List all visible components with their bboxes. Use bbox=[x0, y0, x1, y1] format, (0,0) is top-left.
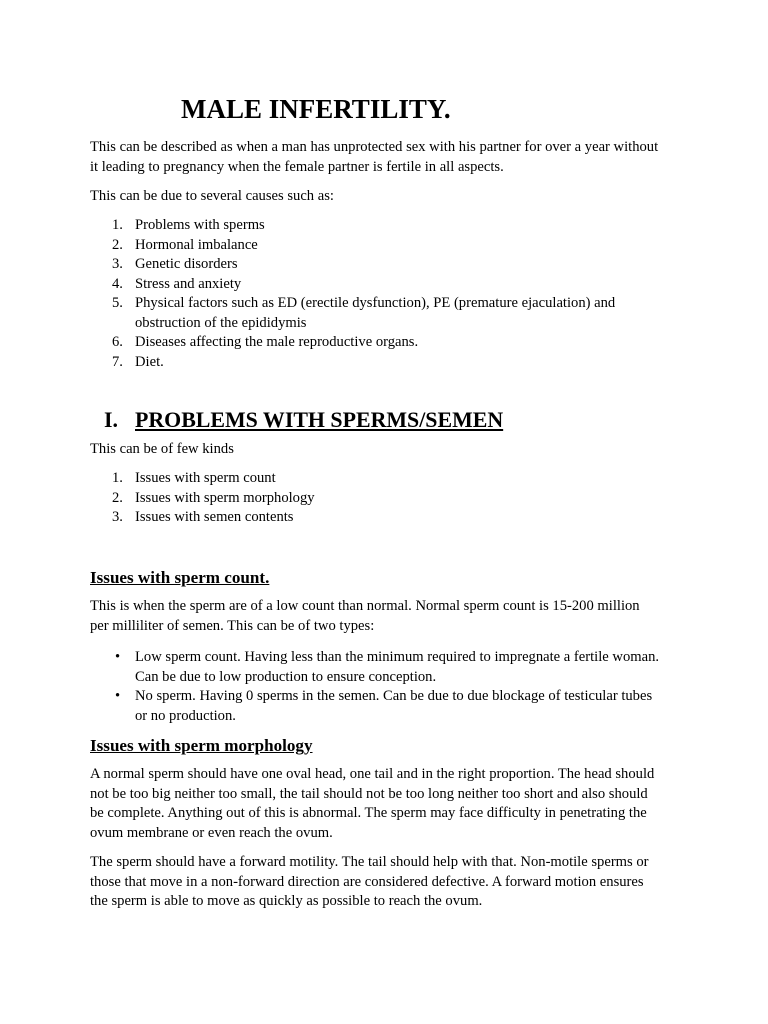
list-number: 2. bbox=[112, 236, 123, 253]
kinds-list bbox=[90, 469, 690, 528]
bullet-text: Can be due to low production to ensure conception. bbox=[135, 668, 437, 685]
list-number: 3. bbox=[112, 509, 123, 525]
list-number: 7. bbox=[112, 353, 123, 370]
paragraph-line: be complete. Anything out of this is abnormal. The sperm may face difficulty in penetrating the bbox=[90, 805, 647, 821]
list-item bbox=[90, 508, 690, 528]
list-item-text: Issues with sperm morphology bbox=[135, 489, 315, 506]
list-item bbox=[90, 489, 690, 509]
paragraph-line: per milliliter of semen. This can be of two types: bbox=[90, 617, 375, 634]
list-item-text: Physical factors such as ED (erectile dysfunction), PE (premature ejaculation) and bbox=[135, 295, 616, 311]
paragraph-line: This is when the sperm are of a low count than normal. Normal sperm count is 15-200 million bbox=[90, 598, 640, 614]
list-number: 1. bbox=[112, 470, 123, 486]
paragraph-line: those that move in a non-forward direction are considered defective. A forward motion ensures bbox=[90, 873, 644, 890]
section-title: PROBLEMS WITH SPERMS/SEMEN bbox=[135, 407, 504, 432]
paragraph-line: the sperm is able to move as quickly as possible to reach the ovum. bbox=[90, 893, 483, 909]
list-number: 4. bbox=[112, 275, 123, 292]
list-number: 1. bbox=[112, 217, 123, 233]
list-item bbox=[90, 275, 690, 295]
list-item-text: Problems with sperms bbox=[135, 217, 265, 233]
bullet-text: Low sperm count. Having less than the minimum required to impregnate a fertile woman. bbox=[135, 649, 660, 665]
paragraph-line: The sperm should have a forward motility. The tail should help with that. Non-motile sperms or bbox=[90, 854, 649, 870]
section-lead: This can be of few kinds bbox=[90, 441, 234, 457]
list-item-text: Stress and anxiety bbox=[135, 275, 242, 292]
intro-line: This can be described as when a man has unprotected sex with his partner for over a year without bbox=[90, 139, 659, 155]
list-item-text: Issues with sperm count bbox=[135, 470, 276, 486]
subsection-heading: Issues with sperm count. bbox=[90, 568, 270, 587]
list-item bbox=[90, 469, 690, 489]
list-item bbox=[90, 236, 690, 256]
list-number: 2. bbox=[112, 489, 123, 506]
list-item bbox=[90, 255, 690, 275]
sperm-count-paragraph bbox=[90, 597, 690, 636]
causes-list bbox=[90, 216, 690, 372]
section-number: I. bbox=[104, 407, 118, 432]
list-item-text: Issues with semen contents bbox=[135, 509, 294, 525]
intro-line: it leading to pregnancy when the female partner is fertile in all aspects. bbox=[90, 158, 504, 175]
document-title: MALE INFERTILITY. bbox=[181, 94, 451, 124]
list-number: 3. bbox=[112, 256, 123, 272]
bullet-text: No sperm. Having 0 sperms in the semen. Can be due to due blockage of testicular tubes bbox=[135, 688, 653, 704]
list-number: 6. bbox=[112, 334, 123, 350]
list-item bbox=[90, 294, 690, 333]
list-item bbox=[90, 216, 690, 236]
sperm-count-bullets bbox=[90, 648, 690, 726]
bullet-item bbox=[90, 687, 690, 726]
bullet-text: or no production. bbox=[135, 707, 236, 724]
paragraph-line: ovum membrane or even reach the ovum. bbox=[90, 824, 333, 841]
list-item-text: obstruction of the epididymis bbox=[135, 314, 307, 331]
paragraph-line: A normal sperm should have one oval head, one tail and in the right proportion. The head should bbox=[90, 766, 655, 782]
morphology-paragraph bbox=[90, 765, 690, 843]
bullet-icon: • bbox=[115, 649, 121, 665]
list-item bbox=[90, 333, 690, 353]
list-number: 5. bbox=[112, 295, 123, 311]
intro-paragraph bbox=[90, 138, 690, 177]
list-item-text: Diseases affecting the male reproductive organs. bbox=[135, 334, 419, 350]
list-item-text: Hormonal imbalance bbox=[135, 236, 258, 253]
bullet-item bbox=[90, 648, 690, 687]
causes-lead: This can be due to several causes such as: bbox=[90, 188, 334, 204]
list-item bbox=[90, 353, 690, 373]
list-item-text: Diet. bbox=[135, 353, 164, 370]
list-item-text: Genetic disorders bbox=[135, 256, 238, 272]
subsection-heading: Issues with sperm morphology bbox=[90, 736, 313, 755]
paragraph-line: not be too big neither too small, the tail should not be too long neither too short and also should bbox=[90, 785, 648, 802]
bullet-icon: • bbox=[115, 688, 121, 704]
motility-paragraph bbox=[90, 853, 690, 912]
